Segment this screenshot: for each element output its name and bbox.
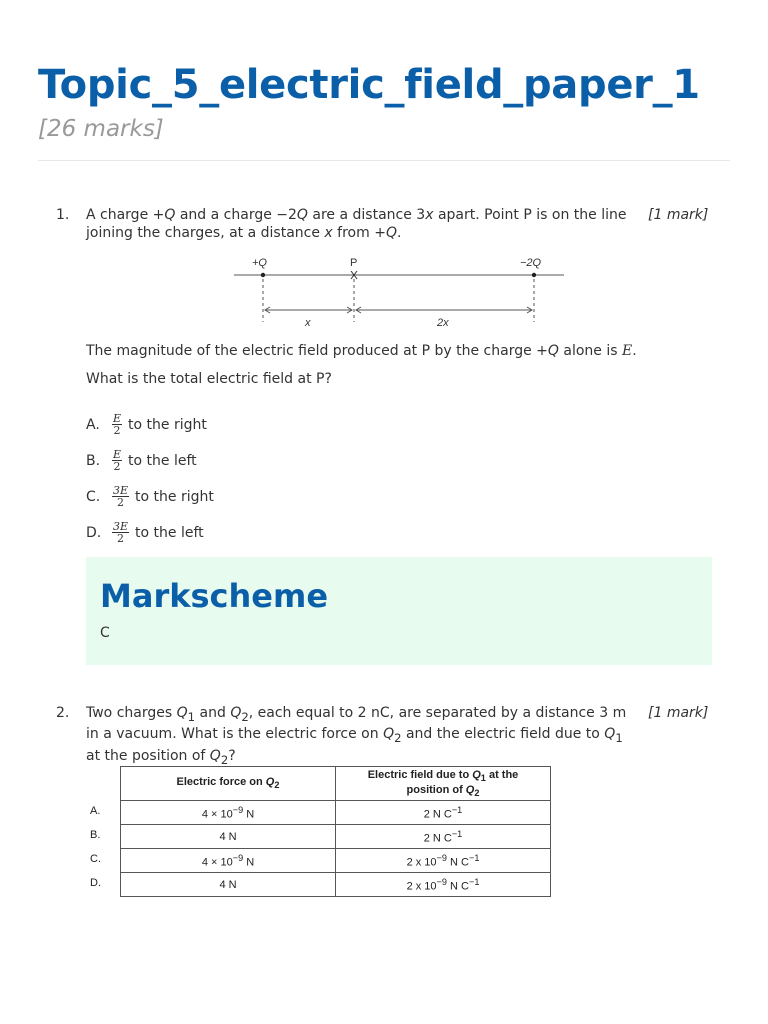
table-cell-force: 4 N xyxy=(121,825,336,849)
table-row-label: C. xyxy=(90,853,101,865)
table-row xyxy=(121,849,551,873)
table-row xyxy=(121,801,551,825)
table-row-label: A. xyxy=(90,805,101,817)
table-header-row xyxy=(121,767,551,801)
label-p: P xyxy=(350,257,358,269)
question-1-paragraph-1: The magnitude of the electric field produced at P by the charge +Q alone is E. xyxy=(86,343,637,359)
table-row xyxy=(121,873,551,897)
table-cell-force: $4 \times 10^{-9}$ N xyxy=(121,801,336,825)
question-1-marks: [1 mark] xyxy=(648,207,709,223)
label-2x: 2x xyxy=(437,317,449,329)
question-1-text: A charge +Q and a charge −2Q are a distance 3x apart. Point P is on the line joining the charges, at a distance x from +Q. xyxy=(86,207,627,241)
table-cell-field: 2 x $10^{-9}$ N $C^{-1}$ xyxy=(336,873,551,897)
question-1-number: 1. xyxy=(56,207,70,223)
table-cell-force: $4 \times 10^{-9}$ N xyxy=(121,849,336,873)
table-header-force: Electric force on $Q_2$ xyxy=(121,767,336,801)
option-c: C. $\frac{3E}{2}$ to the right xyxy=(86,484,214,509)
charges-diagram xyxy=(230,252,570,332)
markscheme-box xyxy=(86,557,712,665)
question-2-number: 2. xyxy=(56,705,70,721)
option-b: B. $\frac{E}{2}$ to the left xyxy=(86,448,197,473)
table-row-label: D. xyxy=(90,877,101,889)
option-d: D. $\frac{3E}{2}$ to the left xyxy=(86,520,204,545)
question-2-marks: [1 mark] xyxy=(648,705,709,721)
markscheme-answer: C xyxy=(100,625,110,641)
divider xyxy=(38,160,730,161)
page-title: Topic_5_electric_field_paper_1 xyxy=(38,62,700,108)
label-minus-2q: −2Q xyxy=(520,257,542,269)
table-header-field: Electric field due to $Q_1$ at the position of $Q_2$ xyxy=(336,767,551,801)
question-1-paragraph-2: What is the total electric field at P? xyxy=(86,371,332,387)
table-cell-field: 2 N $C^{-1}$ xyxy=(336,801,551,825)
table-cell-force: 4 N xyxy=(121,873,336,897)
total-marks: [26 marks] xyxy=(38,116,164,142)
table-row xyxy=(121,825,551,849)
charge-negative-dot xyxy=(532,273,536,277)
markscheme-title: Markscheme xyxy=(100,577,329,615)
answer-table xyxy=(120,766,551,897)
table-cell-field: 2 x $10^{-9}$ N $C^{-1}$ xyxy=(336,849,551,873)
option-a: A. $\frac{E}{2}$ to the right xyxy=(86,412,207,437)
question-2-text: Two charges $Q_1$ and $Q_2$, each equal to 2 nC, are separated by a distance 3 m in a vacuum. What is the electric force on $Q_2$ and the electric field due to $Q_1$ at the position of $Q_2$? xyxy=(86,705,627,767)
table-cell-field: 2 N $C^{-1}$ xyxy=(336,825,551,849)
table-row-label: B. xyxy=(90,829,101,841)
charge-positive-dot xyxy=(261,273,265,277)
label-x: x xyxy=(305,317,311,329)
label-plus-q: +Q xyxy=(252,257,267,269)
